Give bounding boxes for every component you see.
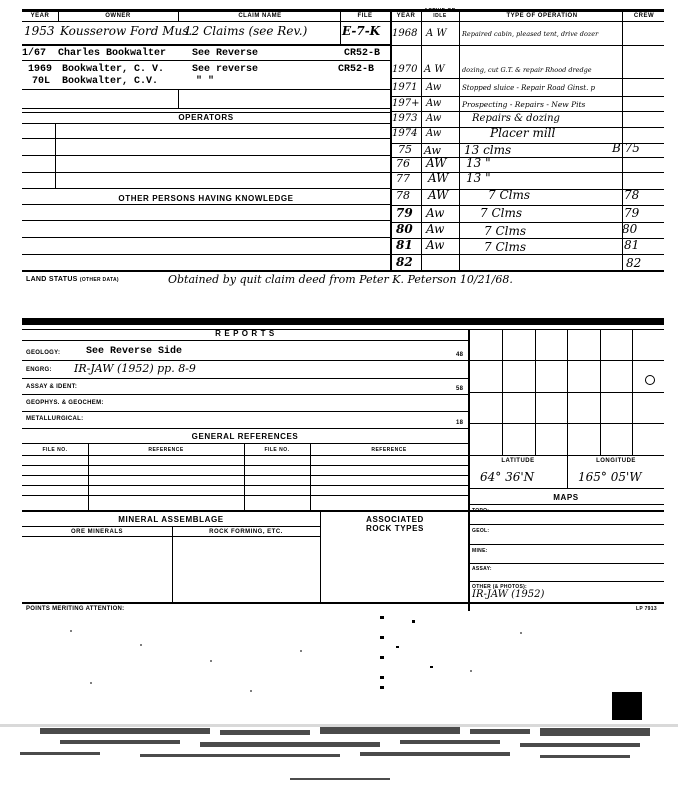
maps-geol-label: GEOL:	[472, 528, 490, 534]
op-12-type: 7 Clms	[484, 240, 527, 254]
owner-row-2-owner: Bookwalter, C. V.	[62, 64, 165, 75]
ore-minerals-label: ORE MINERALS	[70, 529, 123, 535]
operators-title: OPERATORS	[178, 113, 234, 122]
geology-label: GEOLOGY:	[26, 350, 61, 356]
op-11-status: Aw	[426, 222, 445, 236]
op-6-year: 75	[398, 143, 412, 156]
op-12-status: Aw	[426, 238, 445, 252]
circle-mark	[645, 375, 655, 385]
latitude-value: 64° 36'N	[480, 470, 535, 484]
op-13-crew: 82	[626, 256, 642, 270]
owner-row-1-year: 1/67	[22, 48, 47, 59]
owner-row-1-file: CR52-B	[344, 48, 381, 59]
metallurgical-label: METALLURGICAL:	[26, 416, 84, 422]
other-persons-title: OTHER PERSONS HAVING KNOWLEDGE	[118, 194, 294, 203]
op-9-status: AW	[428, 188, 449, 202]
header-file: FILE	[357, 13, 373, 19]
op-4-year: 1973	[392, 113, 418, 124]
op-10-crew: 79	[624, 206, 640, 220]
ref-col-file2: FILE NO.	[264, 447, 290, 453]
op-11-crew: 80	[622, 222, 638, 236]
engrg-label: ENGRG:	[26, 367, 52, 373]
op-11-type: 7 Clms	[484, 224, 527, 238]
op-10-year: 79	[396, 206, 413, 220]
op-7-status: AW	[426, 156, 447, 170]
engrg-value: IR-JAW (1952) pp. 8-9	[74, 362, 196, 375]
header-owner: OWNER	[105, 13, 131, 19]
op-7-type: 13 "	[466, 156, 491, 170]
scan-noise	[0, 610, 678, 800]
owner-row-1-claim: See Reverse	[192, 48, 259, 59]
owner-row-0-year: 1953	[24, 24, 55, 38]
form-number: LP 7913	[636, 606, 657, 612]
op-2-status: Aw	[426, 82, 442, 93]
reports-title: R E P O R T S	[215, 329, 275, 338]
op-10-type: 7 Clms	[480, 206, 523, 220]
op-11-year: 80	[396, 222, 413, 236]
op-9-year: 78	[396, 189, 410, 202]
owner-row-3-claim: " "	[196, 76, 215, 87]
op-3-status: Aw	[426, 98, 442, 109]
op-0-type: Repaired cabin, pleased tent, drive dozer	[462, 30, 599, 38]
latitude-label: LATITUDE	[501, 458, 535, 464]
maps-topo-label: TOPO:	[472, 508, 490, 514]
op-2-type: Stopped sluice - Repair Road Ginst. p	[462, 84, 596, 92]
mark-48: 48	[456, 352, 464, 358]
owner-row-2-file: CR52-B	[338, 64, 375, 75]
maps-title: MAPS	[553, 493, 579, 502]
op-6-type: 13 clms	[464, 143, 512, 157]
header-year-2: YEAR	[396, 13, 416, 19]
land-status-value: Obtained by quit claim deed from Peter K. Peterson 10/21/68.	[168, 273, 513, 286]
op-12-year: 81	[396, 238, 413, 252]
land-status-label: LAND STATUS	[26, 276, 78, 283]
op-9-crew: 78	[624, 188, 640, 202]
rock-forming-label: ROCK FORMING, ETC.	[209, 529, 283, 535]
ref-col-ref: REFERENCE	[148, 447, 184, 453]
maps-mine-label: MINE:	[472, 548, 488, 554]
assay-label: ASSAY & IDENT:	[26, 384, 78, 390]
header-year: YEAR	[30, 13, 50, 19]
mark-58: 58	[456, 386, 464, 392]
header-claim-name: CLAIM NAME	[238, 13, 282, 19]
op-1-status: A W	[424, 64, 445, 75]
longitude-label: LONGITUDE	[596, 458, 636, 464]
op-5-year: 1974	[392, 128, 418, 139]
ref-col-ref2: REFERENCE	[371, 447, 407, 453]
op-8-year: 77	[396, 172, 410, 185]
header-active-idle: ACTIVE OR IDLE	[424, 8, 456, 19]
general-references-title: GENERAL REFERENCES	[191, 432, 299, 441]
maps-other-label: OTHER (& PHOTOS):	[472, 584, 528, 590]
ref-col-file: FILE NO.	[42, 447, 68, 453]
op-5-type: Placer mill	[490, 126, 556, 140]
owner-row-3-year: 70L	[32, 76, 51, 87]
owner-row-1-owner: Charles Bookwalter	[58, 48, 167, 59]
associated-label: ASSOCIATED	[366, 515, 424, 524]
op-8-type: 13 "	[466, 171, 491, 185]
op-0-status: A W	[426, 28, 447, 39]
op-1-year: 1970	[392, 64, 418, 75]
op-6-crew: B 75	[612, 141, 640, 155]
land-status-sublabel: (OTHER DATA)	[79, 277, 119, 283]
owner-row-2-year: 1969	[28, 64, 53, 75]
owner-row-0-owner: Kousserow Ford Mus.	[60, 24, 193, 38]
owner-row-0-claim: 12 Claims (see Rev.)	[184, 24, 308, 38]
geophys-label: GEOPHYS. & GEOCHEM:	[26, 400, 104, 406]
maps-other-value: IR-JAW (1952)	[472, 589, 545, 600]
op-5-status: Aw	[426, 128, 442, 139]
op-3-type: Prospecting - Repairs - New Pits	[462, 100, 586, 109]
owner-row-0-file: E-7-K	[342, 24, 381, 38]
rock-types-label: ROCK TYPES	[365, 524, 424, 533]
op-6-status: Aw	[424, 144, 441, 157]
header-crew: CREW	[633, 13, 655, 19]
op-7-year: 76	[396, 157, 410, 170]
op-9-type: 7 Clms	[488, 188, 531, 202]
owner-row-3-owner: Bookwalter, C.V.	[62, 76, 159, 87]
op-3-year: 197+	[392, 98, 420, 109]
op-2-year: 1971	[392, 82, 418, 93]
op-4-type: Repairs & dozing	[472, 113, 560, 124]
owner-row-2-claim: See reverse	[192, 64, 259, 75]
op-0-year: 1968	[392, 28, 418, 39]
geology-value: See Reverse Side	[86, 346, 183, 357]
op-8-status: AW	[428, 171, 449, 185]
op-1-type: dozing, cut G.T. & repair Rhood dredge	[462, 66, 592, 74]
mark-18: 18	[456, 420, 464, 426]
longitude-value: 165° 05'W	[578, 470, 642, 484]
op-4-status: Aw	[426, 113, 442, 124]
mineral-title: MINERAL ASSEMBLAGE	[118, 515, 224, 524]
op-10-status: Aw	[426, 206, 445, 220]
header-type-of-operation: TYPE OF OPERATION	[506, 13, 578, 19]
attention-label: POINTS MERITING ATTENTION:	[26, 606, 125, 612]
op-13-year: 82	[396, 255, 413, 269]
maps-assay-label: ASSAY:	[472, 566, 492, 572]
op-12-crew: 81	[624, 238, 640, 252]
